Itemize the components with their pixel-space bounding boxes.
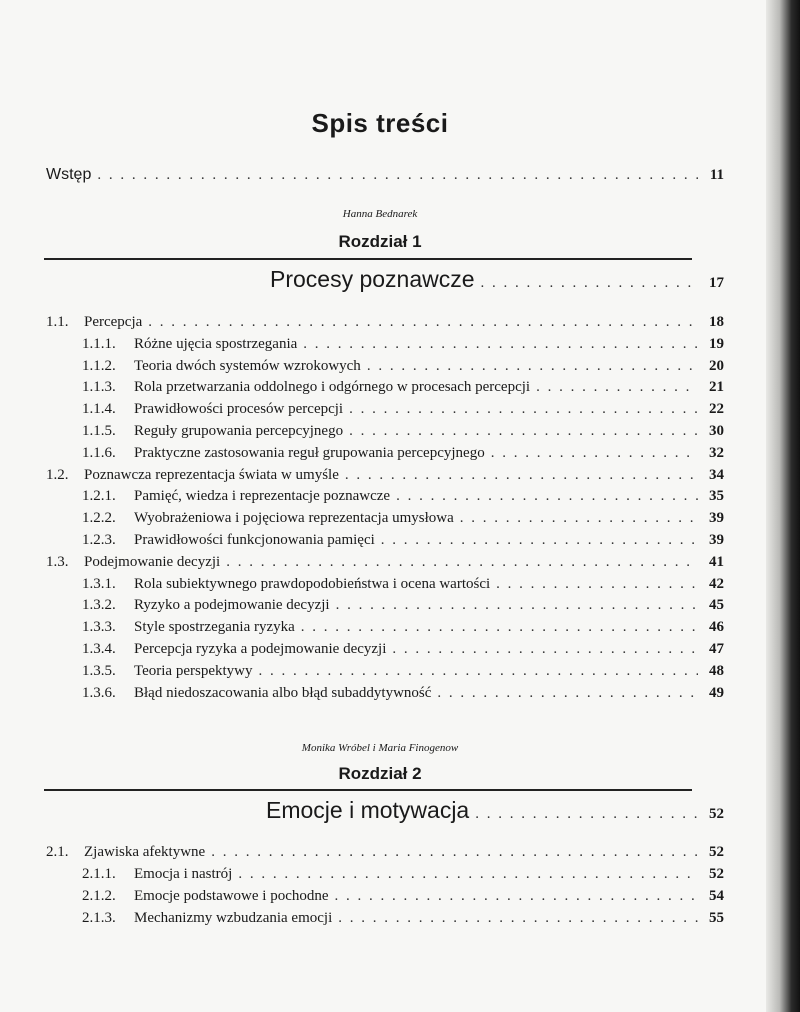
toc-entry[interactable] (82, 532, 724, 549)
page-edge-shadow (766, 0, 800, 1012)
dot-leader (349, 423, 698, 440)
toc-entry-label: Wyobrażeniowa i pojęciowa reprezentacja umysłowa (134, 510, 454, 527)
toc-entry-page: 49 (709, 684, 724, 701)
toc-entry-number: 1.3.4. (82, 641, 116, 657)
toc-entry-label: Prawidłowości funkcjonowania pamięci (134, 532, 375, 548)
toc-entry-page: 17 (709, 275, 724, 291)
toc-entry-label: Emocje podstawowe i pochodne (134, 888, 329, 904)
page-title: Spis treści (311, 108, 449, 138)
toc-entry-label: Pamięć, wiedza i reprezentacje poznawcze (134, 488, 391, 505)
toc-entry-page: 34 (709, 466, 724, 483)
toc-entry-number: 1.1.2. (82, 357, 116, 374)
dot-leader (148, 314, 698, 331)
toc-entry[interactable] (82, 423, 724, 440)
toc-entry-page: 11 (709, 167, 724, 183)
chapter-title: Procesy poznawcze (270, 266, 475, 292)
toc-entry-page: 18 (709, 314, 724, 330)
dot-leader (460, 510, 698, 527)
toc-entry-number: 1.1.5. (82, 423, 116, 439)
toc-entry[interactable] (82, 488, 724, 505)
toc-entry[interactable] (82, 910, 724, 927)
dot-leader (367, 358, 698, 375)
toc-entry-page: 19 (709, 335, 724, 352)
toc-entry[interactable] (46, 467, 724, 484)
toc-entry-label: Teoria perspektywy (134, 662, 253, 679)
toc-entry-page: 32 (709, 444, 724, 461)
toc-entry-label: Percepcja ryzyka a podejmowanie decyzji (134, 641, 387, 657)
toc-entry-number: 1.3.2. (82, 597, 116, 614)
toc-entry-label: Mechanizmy wzbudzania emocji (134, 910, 333, 926)
toc-entry[interactable] (46, 844, 724, 861)
toc-entry-number: 1.1. (46, 314, 69, 330)
toc-entry[interactable] (82, 379, 724, 396)
toc-entry-label: Wstęp (46, 166, 92, 183)
dot-leader (238, 866, 698, 883)
toc-entry-page: 52 (709, 806, 724, 822)
chapter-author: Hanna Bednarek (342, 208, 418, 220)
toc-entry-label: Ryzyko a podejmowanie decyzji (134, 597, 330, 614)
toc-entry-number: 1.2.2. (82, 510, 116, 527)
dot-leader (97, 167, 698, 184)
toc-entry-label: Rola przetwarzania oddolnego i odgórnego w procesach percepcji (134, 379, 531, 396)
toc-entry-page: 55 (709, 910, 724, 926)
toc-entry-page: 39 (709, 532, 724, 548)
toc-entry[interactable] (82, 401, 724, 418)
dot-leader (301, 619, 698, 636)
dot-leader (211, 844, 698, 861)
toc-entry-number: 2.1.1. (82, 866, 116, 882)
toc-entry-number: 1.3.1. (82, 575, 116, 592)
toc-entry-page: 21 (709, 379, 724, 396)
toc-entry-label: Poznawcza reprezentacja świata w umyśle (84, 466, 339, 483)
toc-entry-page: 47 (709, 641, 724, 657)
toc-entry-label: Style spostrzegania ryzyka (134, 619, 295, 636)
toc-entry-number: 1.3.5. (82, 662, 116, 679)
toc-entry-page: 20 (709, 357, 724, 374)
toc-entry[interactable] (82, 641, 724, 658)
toc-entry-number: 1.2.1. (82, 488, 116, 505)
toc-entry-page: 45 (709, 597, 724, 614)
toc-entry-page: 48 (709, 662, 724, 679)
toc-entry-label: Podejmowanie decyzji (84, 553, 221, 570)
toc-entry-label: Teoria dwóch systemów wzrokowych (134, 357, 361, 374)
toc-entry[interactable] (46, 314, 724, 331)
dot-leader (259, 663, 699, 680)
toc-entry-label: Percepcja (84, 314, 143, 330)
toc-entry-label: Prawidłowości procesów percepcji (134, 401, 344, 418)
chapter-divider (44, 789, 692, 791)
toc-entry-label: Praktyczne zastosowania reguł grupowania percepcyjnego (134, 444, 485, 461)
toc-entry[interactable] (82, 510, 724, 527)
dot-leader (536, 379, 698, 396)
toc-entry[interactable] (82, 576, 724, 593)
toc-entry-number: 1.1.4. (82, 401, 116, 418)
dot-leader (396, 488, 698, 505)
toc-entry-page: 46 (709, 619, 724, 636)
dot-leader (392, 641, 698, 658)
dot-leader (338, 910, 698, 927)
chapter-heading: Rozdział 2 (338, 764, 422, 783)
toc-entry-page: 39 (709, 510, 724, 527)
dot-leader (481, 275, 698, 292)
toc-entry-number: 2.1. (46, 844, 69, 860)
toc-entry-number: 1.3.3. (82, 619, 116, 636)
toc-entry-number: 1.1.1. (82, 335, 116, 352)
toc-entry[interactable] (82, 597, 724, 614)
dot-leader (491, 445, 698, 462)
toc-entry-number: 1.1.6. (82, 444, 116, 461)
dot-leader (496, 576, 698, 593)
toc-entry-number: 1.2.3. (82, 532, 116, 548)
toc-entry-number: 2.1.3. (82, 910, 116, 926)
toc-entry[interactable] (82, 663, 724, 680)
dot-leader (349, 401, 698, 418)
toc-entry[interactable] (82, 445, 724, 462)
dot-leader (303, 336, 698, 353)
toc-entry-page: 52 (709, 844, 724, 860)
toc-entry-number: 1.2. (46, 466, 69, 483)
dot-leader (226, 554, 698, 571)
toc-entry-page: 52 (709, 866, 724, 882)
chapter-author: Monika Wróbel i Maria Finogenow (301, 742, 459, 754)
toc-entry-page: 54 (709, 888, 724, 904)
toc-entry[interactable] (82, 336, 724, 353)
chapter-title: Emocje i motywacja (266, 797, 470, 823)
dot-leader (437, 685, 698, 702)
dot-leader (336, 597, 698, 614)
toc-entry-label: Rola subiektywnego prawdopodobieństwa i ocena wartości (134, 575, 491, 592)
toc-entry-label: Zjawiska afektywne (84, 844, 206, 860)
chapter-title-entry[interactable] (266, 797, 724, 824)
toc-entry-label: Różne ujęcia spostrzegania (134, 335, 298, 352)
toc-entry-label: Reguły grupowania percepcyjnego (134, 423, 344, 439)
chapter-divider (44, 258, 692, 260)
toc-entry[interactable] (46, 554, 724, 571)
toc-entry-page: 41 (709, 553, 724, 570)
chapter-title-entry[interactable] (270, 266, 724, 293)
toc-entry[interactable] (82, 888, 724, 905)
toc-entry-intro[interactable] (46, 166, 724, 184)
toc-entry-page: 35 (709, 488, 724, 505)
toc-entry-number: 2.1.2. (82, 888, 116, 904)
toc-entry[interactable] (82, 685, 724, 702)
chapter-heading: Rozdział 1 (338, 232, 422, 251)
toc-entry-number: 1.3. (46, 553, 69, 570)
toc-entry-page: 42 (709, 575, 724, 592)
dot-leader (335, 888, 698, 905)
toc-entry-page: 22 (709, 401, 724, 418)
dot-leader (381, 532, 698, 549)
toc-entry-number: 1.1.3. (82, 379, 116, 396)
toc-entry-page: 30 (709, 423, 724, 439)
toc-entry[interactable] (82, 358, 724, 375)
dot-leader (345, 467, 698, 484)
toc-entry-label: Emocja i nastrój (134, 866, 233, 882)
toc-entry[interactable] (82, 866, 724, 883)
toc-entry-number: 1.3.6. (82, 684, 116, 701)
toc-entry-label: Błąd niedoszacowania albo błąd subaddytywność (134, 684, 432, 701)
toc-entry[interactable] (82, 619, 724, 636)
dot-leader (475, 806, 698, 823)
